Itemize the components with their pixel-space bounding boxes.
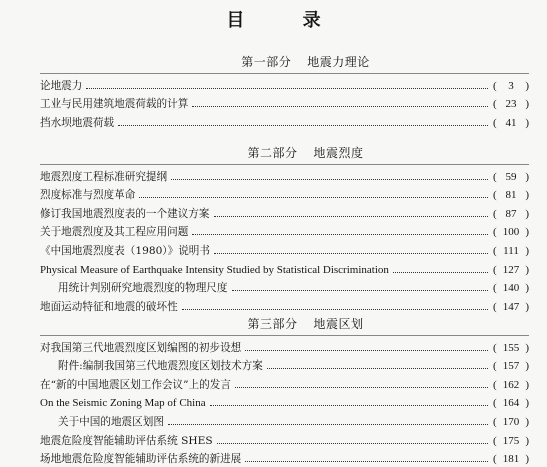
paren-open: (	[493, 378, 497, 391]
toc-entry-title: On the Seismic Zoning Map of China	[40, 397, 206, 410]
dot-leader	[393, 272, 488, 273]
toc-entry-title: 工业与民用建筑地震荷载的计算	[40, 98, 189, 111]
toc-entry[interactable]	[40, 429, 529, 448]
toc-entry-title: 关于中国的地震区划图	[58, 415, 164, 428]
page-number-value: 155	[502, 341, 520, 354]
paren-close: )	[525, 116, 529, 129]
section-heading	[82, 145, 529, 161]
page-number-value: 23	[505, 98, 517, 111]
paren-close: )	[525, 300, 529, 313]
paren-close: )	[525, 170, 529, 183]
paren-close: )	[525, 79, 529, 92]
toc-page-number	[493, 415, 529, 429]
toc-entry[interactable]	[40, 392, 529, 411]
dot-leader	[267, 368, 488, 369]
toc-page-number	[493, 341, 529, 355]
section-part-label: 第三部分	[247, 317, 298, 331]
toc-page-number	[493, 116, 529, 130]
toc-entry-title: 地震危险度智能辅助评估系统 SHES	[40, 434, 213, 447]
toc-page-number	[493, 359, 529, 373]
dot-leader	[217, 443, 488, 444]
toc-page-number	[493, 378, 529, 392]
toc-entry-title: 论地震力	[40, 79, 83, 92]
page-number-value: 157	[502, 360, 520, 373]
dot-leader	[118, 125, 488, 126]
section-3	[40, 316, 529, 466]
paren-close: )	[525, 397, 529, 410]
toc-entry-title: 关于地震烈度及其工程应用问题	[40, 226, 189, 239]
dot-leader	[210, 405, 488, 406]
toc-entry-title: 地面运动特征和地震的破坏性	[40, 300, 178, 313]
toc-entry-title: 地震烈度工程标准研究提纲	[40, 170, 168, 183]
toc-page-number	[493, 452, 529, 466]
page-number-value: 127	[502, 263, 520, 276]
page-number-value: 170	[502, 415, 520, 428]
paren-close: )	[525, 378, 529, 391]
paren-close: )	[525, 341, 529, 354]
toc-entry[interactable]	[40, 111, 529, 130]
paren-open: (	[493, 397, 497, 410]
dot-leader	[168, 424, 488, 425]
toc-page-number	[493, 263, 529, 277]
paren-open: (	[493, 170, 497, 183]
paren-close: )	[525, 226, 529, 239]
paren-open: (	[493, 282, 497, 295]
section-name: 地震力理论	[307, 55, 370, 69]
dot-leader	[86, 88, 488, 89]
paren-open: (	[493, 341, 497, 354]
page-number-value: 140	[502, 282, 520, 295]
paren-open: (	[493, 207, 497, 220]
page-number-value: 111	[503, 244, 519, 257]
paren-open: (	[493, 244, 497, 257]
toc-page-number	[493, 300, 529, 314]
section-name: 地震区划	[313, 317, 364, 331]
paren-close: )	[525, 360, 529, 373]
page-number-value: 162	[502, 378, 520, 391]
toc-page-number	[493, 225, 529, 239]
dot-leader	[214, 216, 489, 217]
toc-entry-title: 对我国第三代地震烈度区划编图的初步设想	[40, 341, 242, 354]
toc-entry[interactable]	[40, 202, 529, 221]
page-number-value: 3	[508, 79, 514, 92]
dot-leader	[235, 387, 488, 388]
toc-entry-title: 烈度标准与烈度革命	[40, 189, 136, 202]
section-heading	[82, 316, 529, 332]
toc-entry[interactable]	[40, 258, 529, 277]
page-number-value: 164	[502, 397, 520, 410]
toc-page-number	[493, 281, 529, 295]
toc-entry-title: 场地地震危险度智能辅助评估系统的新进展	[40, 453, 242, 466]
toc-entry[interactable]	[40, 74, 529, 93]
toc-page-number	[493, 97, 529, 111]
paren-open: (	[493, 415, 497, 428]
page-number-value: 100	[502, 226, 520, 239]
page-number-value: 81	[505, 189, 517, 202]
page-number-value: 147	[502, 300, 520, 313]
toc-entry[interactable]	[40, 239, 529, 258]
dot-leader	[214, 253, 488, 254]
dot-leader	[182, 309, 488, 310]
toc-page-number	[493, 434, 529, 448]
toc-page-number	[493, 207, 529, 221]
toc-entry[interactable]	[40, 410, 529, 429]
dot-leader	[232, 290, 489, 291]
toc-page-number	[493, 188, 529, 202]
paren-open: (	[493, 79, 497, 92]
toc-page-number	[493, 170, 529, 184]
toc-entry[interactable]	[40, 221, 529, 240]
dot-leader	[171, 179, 488, 180]
toc-entry[interactable]	[40, 184, 529, 203]
toc-entry-title: 在“新的中国地震区划工作会议”上的发言	[40, 378, 231, 391]
dot-leader	[192, 234, 488, 235]
paren-open: (	[493, 360, 497, 373]
section-1	[40, 54, 529, 130]
paren-close: )	[525, 207, 529, 220]
section-part-label: 第一部分	[241, 55, 292, 69]
paren-close: )	[525, 434, 529, 447]
toc-entry-title: 附件:编制我国第三代地震烈度区划技术方案	[58, 360, 263, 373]
page-number-value: 59	[505, 170, 517, 183]
paren-open: (	[493, 300, 497, 313]
page-number-value: 87	[505, 207, 517, 220]
page-number-value: 41	[505, 116, 517, 129]
toc-entry[interactable]	[40, 93, 529, 112]
toc-entry[interactable]	[40, 336, 529, 355]
toc-page-number	[493, 396, 529, 410]
section-part-label: 第二部分	[247, 146, 298, 160]
dot-leader	[245, 350, 488, 351]
paren-open: (	[493, 116, 497, 129]
paren-open: (	[493, 453, 497, 466]
paren-close: )	[525, 282, 529, 295]
toc-entry-title: 《中国地震烈度表（1980）》说明书	[40, 244, 210, 257]
paren-open: (	[493, 189, 497, 202]
toc-entry-title: 挡水坝地震荷载	[40, 116, 115, 129]
paren-close: )	[525, 244, 529, 257]
section-2	[40, 145, 529, 314]
dot-leader	[245, 461, 488, 462]
section-name: 地震烈度	[313, 146, 364, 160]
toc-page-number	[493, 244, 529, 258]
toc-entry[interactable]	[40, 373, 529, 392]
toc-page-number	[493, 79, 529, 93]
toc-entry-title: Physical Measure of Earthquake Intensity Studied by Statistical Discrimination	[40, 263, 389, 276]
toc-entry[interactable]	[40, 165, 529, 184]
paren-open: (	[493, 226, 497, 239]
paren-open: (	[493, 98, 497, 111]
toc-entry-title: 修订我国地震烈度表的一个建议方案	[40, 207, 210, 220]
toc-entry[interactable]	[40, 448, 529, 467]
paren-close: )	[525, 98, 529, 111]
toc-entry[interactable]	[40, 277, 529, 296]
paren-open: (	[493, 263, 497, 276]
paren-close: )	[525, 415, 529, 428]
dot-leader	[139, 197, 488, 198]
toc-title: 目 录	[226, 10, 347, 31]
dot-leader	[192, 106, 488, 107]
toc-entry-title: 用统计判别研究地震烈度的物理尺度	[58, 282, 228, 295]
toc-entry[interactable]	[40, 295, 529, 314]
toc-entry[interactable]	[40, 355, 529, 374]
paren-close: )	[525, 453, 529, 466]
paren-close: )	[525, 263, 529, 276]
page-number-value: 175	[502, 434, 520, 447]
section-heading	[82, 54, 529, 70]
paren-open: (	[493, 434, 497, 447]
paren-close: )	[525, 189, 529, 202]
page-number-value: 181	[502, 453, 520, 466]
